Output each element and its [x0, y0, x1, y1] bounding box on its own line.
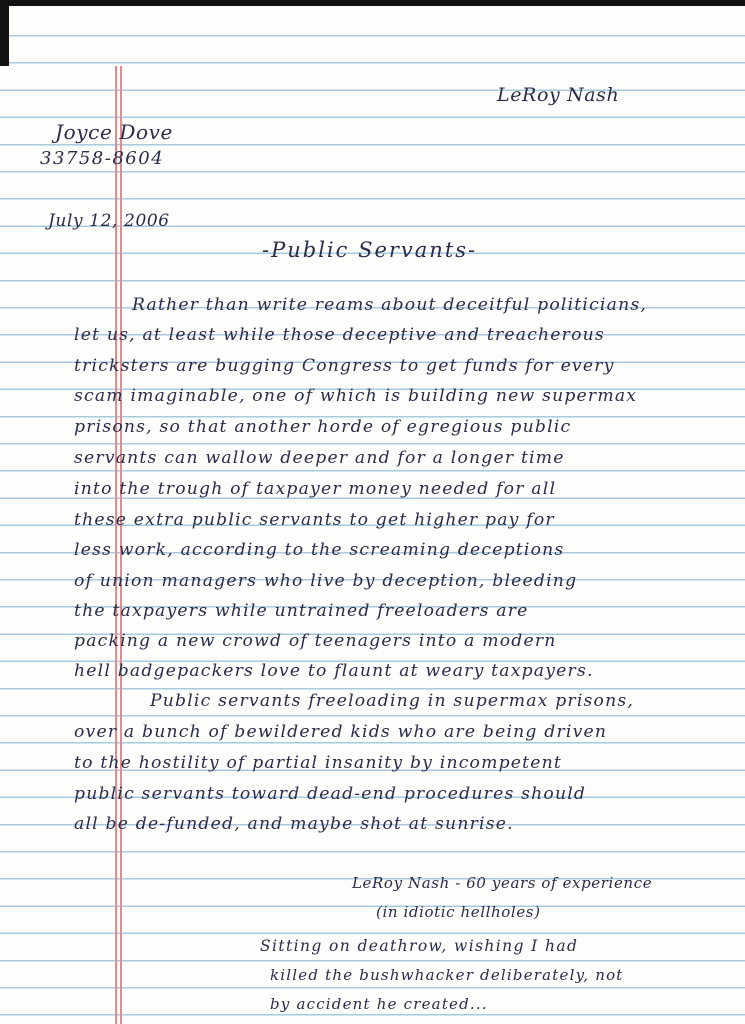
body-line: all be de-funded, and maybe shot at sunrise.: [74, 814, 514, 834]
postscript-line: by accident he created...: [270, 995, 488, 1013]
author-name: Joyce Dove: [55, 120, 173, 144]
closing-note: (in idiotic hellholes): [376, 903, 541, 921]
scan-border-top: [0, 0, 745, 6]
letter-title: -Public Servants-: [262, 238, 478, 262]
body-line: Public servants freeloading in supermax prisons,: [150, 691, 635, 711]
body-line: over a bunch of bewildered kids who are being driven: [74, 722, 608, 742]
signature-top: LeRoy Nash: [497, 84, 620, 106]
body-line: to the hostility of partial insanity by incompetent: [74, 753, 563, 773]
body-line: tricksters are bugging Congress to get funds for every: [74, 356, 615, 376]
body-line: these extra public servants to get higher pay for: [74, 510, 555, 530]
body-line: into the trough of taxpayer money needed for all: [74, 479, 557, 499]
body-line: hell badgepackers love to flaunt at weary taxpayers.: [74, 661, 594, 681]
scan-border-corner: [0, 6, 9, 66]
body-line: public servants toward dead-end procedures should: [74, 784, 587, 804]
letter-date: July 12, 2006: [48, 211, 170, 231]
body-line: packing a new crowd of teenagers into a modern: [74, 631, 557, 651]
body-line: prisons, so that another horde of egregious public: [74, 417, 572, 437]
body-line: let us, at least while those deceptive and treacherous: [74, 325, 605, 345]
body-line: Rather than write reams about deceitful politicians,: [132, 295, 648, 315]
postscript-line: Sitting on deathrow, wishing I had: [260, 937, 579, 955]
body-line: of union managers who live by deception, bleeding: [74, 571, 578, 591]
author-id: 33758-8604: [40, 148, 165, 169]
body-line: less work, according to the screaming deceptions: [74, 540, 565, 560]
postscript-line: killed the bushwhacker deliberately, not: [270, 966, 624, 984]
body-line: the taxpayers while untrained freeloaders are: [74, 601, 529, 621]
body-line: servants can wallow deeper and for a longer time: [74, 448, 565, 468]
closing-signature-line: LeRoy Nash - 60 years of experience: [352, 874, 653, 892]
body-line: scam imaginable, one of which is building new supermax: [74, 386, 638, 406]
